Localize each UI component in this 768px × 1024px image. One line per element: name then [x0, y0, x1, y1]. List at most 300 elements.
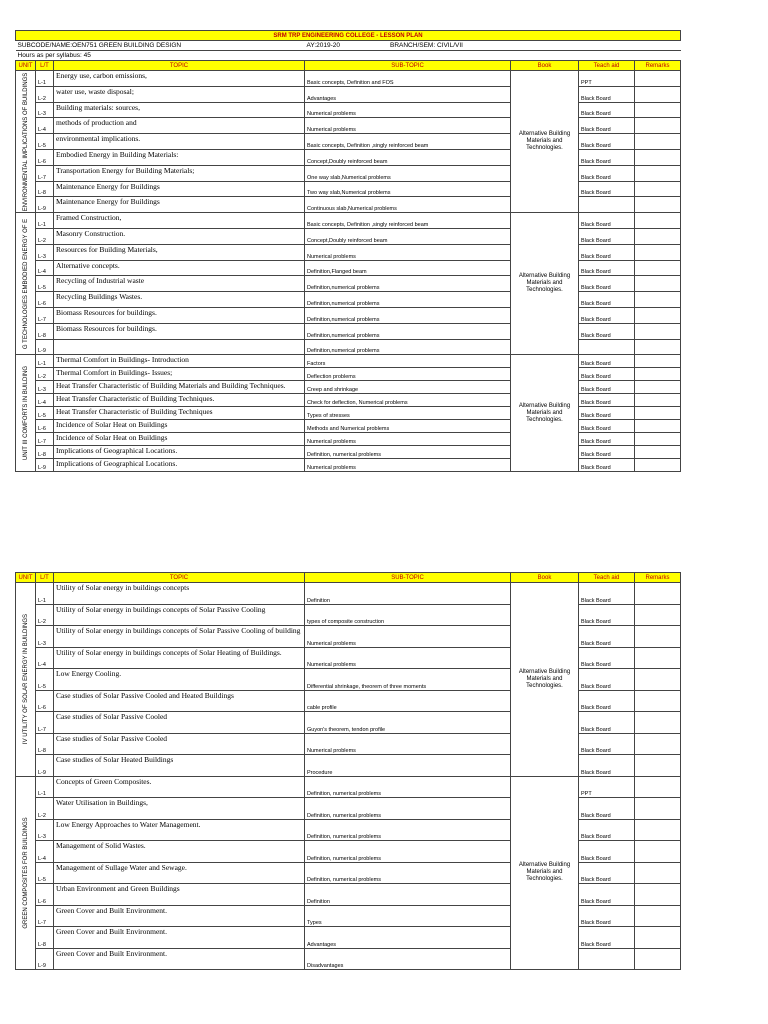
table-row	[16, 292, 681, 308]
table-row	[16, 626, 681, 648]
remarks-cell	[635, 323, 681, 339]
lecture-number: L-8	[36, 927, 54, 949]
subtopic-cell: Advantages	[305, 927, 511, 949]
subtopic-cell: Numerical problems	[305, 102, 511, 118]
col-topic: TOPIC	[54, 573, 305, 583]
col-lt: L/T	[36, 61, 54, 71]
remarks-cell	[635, 433, 681, 446]
table-row	[16, 755, 681, 777]
topic-cell: Utility of Solar energy in buildings concepts of Solar Passive Cooling of building	[54, 626, 305, 648]
col-subtopic: SUB-TOPIC	[305, 61, 511, 71]
lecture-number: L-6	[36, 292, 54, 308]
remarks-cell	[635, 407, 681, 420]
topic-cell: Management of Solid Wastes.	[54, 841, 305, 863]
subtopic-cell: Numerical problems	[305, 733, 511, 755]
lecture-number: L-3	[36, 244, 54, 260]
teach-aid-cell: Black Board	[579, 86, 635, 102]
table-row	[16, 733, 681, 755]
unit-label: ENVIRONMENTAL IMPLICATIONS OF BUILDINGS	[22, 72, 29, 211]
teach-aid-cell: Black Board	[579, 307, 635, 323]
teach-aid-cell: Black Board	[579, 433, 635, 446]
table-row	[16, 381, 681, 394]
subtopic-cell: Procedure	[305, 755, 511, 777]
table-row	[16, 323, 681, 339]
topic-cell: Water Utilisation in Buildings,	[54, 798, 305, 820]
teach-aid-cell: Black Board	[579, 459, 635, 472]
table-row	[16, 339, 681, 355]
table-row	[16, 459, 681, 472]
table-row	[16, 647, 681, 669]
book-cell	[511, 776, 579, 970]
subtopic-cell: Definition	[305, 884, 511, 906]
teach-aid-cell: Black Board	[579, 181, 635, 197]
topic-cell: water use, waste disposal;	[54, 86, 305, 102]
table-row	[16, 583, 681, 605]
book-cell	[511, 71, 579, 213]
topic-cell: Recycling Buildings Wastes.	[54, 292, 305, 308]
topic-cell: Embodied Energy in Building Materials:	[54, 149, 305, 165]
topic-cell: Case studies of Solar Heated Buildings	[54, 755, 305, 777]
lecture-number: L-7	[36, 712, 54, 734]
table-row	[16, 165, 681, 181]
topic-cell: Utility of Solar energy in buildings concepts	[54, 583, 305, 605]
lecture-number: L-2	[36, 228, 54, 244]
teach-aid-cell	[579, 948, 635, 970]
lecture-number: L-4	[36, 118, 54, 134]
remarks-cell	[635, 244, 681, 260]
topic-cell: Case studies of Solar Passive Cooled	[54, 712, 305, 734]
subtopic-cell: Check for deflection, Numerical problems	[305, 394, 511, 407]
subtopic-cell: Two way slab,Numerical problems	[305, 181, 511, 197]
teach-aid-cell: Black Board	[579, 669, 635, 691]
teach-aid-cell: Black Board	[579, 381, 635, 394]
teach-aid-cell: Black Board	[579, 712, 635, 734]
remarks-cell	[635, 102, 681, 118]
remarks-cell	[635, 647, 681, 669]
teach-aid-cell: Black Board	[579, 165, 635, 181]
subtopic-cell: Definition, numerical problems	[305, 862, 511, 884]
hours-syllabus: Hours as per syllabus: 45	[16, 51, 681, 61]
topic-cell: Biomass Resources for buildings.	[54, 323, 305, 339]
lecture-number: L-1	[36, 71, 54, 87]
table-row	[16, 260, 681, 276]
subtopic-cell: Basic concepts, Definition ,singly reinforced beam	[305, 213, 511, 229]
teach-aid-cell: Black Board	[579, 118, 635, 134]
topic-cell: Heat Transfer Characteristic of Building Materials and Building Techniques.	[54, 381, 305, 394]
remarks-cell	[635, 368, 681, 381]
remarks-cell	[635, 927, 681, 949]
unit-label-cell	[16, 213, 36, 355]
subtopic-cell: Types	[305, 905, 511, 927]
lecture-number: L-6	[36, 690, 54, 712]
subtopic-cell: Advantages	[305, 86, 511, 102]
unit-label-cell	[16, 776, 36, 970]
subtopic-cell: Definition, numerical problems	[305, 446, 511, 459]
teach-aid-cell: Black Board	[579, 394, 635, 407]
table-row	[16, 86, 681, 102]
remarks-cell	[635, 446, 681, 459]
remarks-cell	[635, 197, 681, 213]
topic-cell: Utility of Solar energy in buildings concepts of Solar Heating of Buildings.	[54, 647, 305, 669]
col-topic: TOPIC	[54, 61, 305, 71]
lecture-number: L-7	[36, 307, 54, 323]
book-cell	[511, 583, 579, 777]
teach-aid-cell: Black Board	[579, 647, 635, 669]
unit-label-cell	[16, 583, 36, 777]
book-cell	[511, 213, 579, 355]
book-cell	[511, 355, 579, 472]
subtopic-cell: Definition	[305, 583, 511, 605]
table-row	[16, 244, 681, 260]
table-row	[16, 181, 681, 197]
topic-cell: Recycling of Industrial waste	[54, 276, 305, 292]
subtopic-cell: Concept,Doubly reinforced beam	[305, 149, 511, 165]
remarks-cell	[635, 841, 681, 863]
table-row	[16, 420, 681, 433]
subtopic-cell: Numerical problems	[305, 118, 511, 134]
col-lt: L/T	[36, 573, 54, 583]
subtopic-cell: Definition,numerical problems	[305, 339, 511, 355]
col-remarks: Remarks	[635, 61, 681, 71]
subtopic-cell: Concept,Doubly reinforced beam	[305, 228, 511, 244]
teach-aid-cell: Black Board	[579, 213, 635, 229]
topic-cell: Framed Construction,	[54, 213, 305, 229]
teach-aid-cell: Black Board	[579, 244, 635, 260]
unit-label: IV UTILITY OF SOLAR ENERGY IN BUILDINGS	[22, 614, 29, 745]
subtopic-cell: Numerical problems	[305, 459, 511, 472]
table-row	[16, 862, 681, 884]
lecture-number: L-2	[36, 604, 54, 626]
table-row	[16, 368, 681, 381]
teach-aid-cell: PPT	[579, 71, 635, 87]
lecture-number: L-2	[36, 368, 54, 381]
remarks-cell	[635, 755, 681, 777]
topic-cell: Utility of Solar energy in buildings concepts of Solar Passive Cooling	[54, 604, 305, 626]
teach-aid-cell: Black Board	[579, 260, 635, 276]
table-row	[16, 927, 681, 949]
subtopic-cell: types of composite construction	[305, 604, 511, 626]
remarks-cell	[635, 228, 681, 244]
remarks-cell	[635, 71, 681, 87]
column-header-row	[16, 61, 681, 71]
remarks-cell	[635, 583, 681, 605]
subtopic-cell: Definition, numerical problems	[305, 798, 511, 820]
topic-cell: Green Cover and Built Environment.	[54, 948, 305, 970]
teach-aid-cell: Black Board	[579, 228, 635, 244]
lecture-number: L-3	[36, 381, 54, 394]
table-row	[16, 197, 681, 213]
unit-label: G TECHNOLOGIES EMBODIED ENERGY OF E	[22, 218, 29, 349]
lecture-number: L-4	[36, 841, 54, 863]
topic-cell: Maintenance Energy for Buildings	[54, 197, 305, 213]
lesson-plan-sheet-1	[15, 30, 680, 472]
remarks-cell	[635, 181, 681, 197]
subtopic-cell: Differential shrinkage, theorem of three moments	[305, 669, 511, 691]
table-row	[16, 798, 681, 820]
subtopic-cell: Guyon's theorem, tendon profile	[305, 712, 511, 734]
lecture-number: L-9	[36, 339, 54, 355]
topic-cell: Concepts of Green Composites.	[54, 776, 305, 798]
lecture-number: L-9	[36, 459, 54, 472]
teach-aid-cell: Black Board	[579, 420, 635, 433]
subtopic-cell: Definition,numerical problems	[305, 292, 511, 308]
teach-aid-cell: Black Board	[579, 407, 635, 420]
topic-cell: Resources for Building Materials,	[54, 244, 305, 260]
topic-cell: Maintenance Energy for Buildings	[54, 181, 305, 197]
remarks-cell	[635, 604, 681, 626]
remarks-cell	[635, 134, 681, 150]
topic-cell: Building materials: sources,	[54, 102, 305, 118]
subtopic-cell: One way slab,Numerical problems	[305, 165, 511, 181]
remarks-cell	[635, 149, 681, 165]
topic-cell: Thermal Comfort in Buildings- Issues;	[54, 368, 305, 381]
table-row	[16, 841, 681, 863]
remarks-cell	[635, 86, 681, 102]
teach-aid-cell: Black Board	[579, 102, 635, 118]
lecture-number: L-6	[36, 420, 54, 433]
table-row	[16, 433, 681, 446]
remarks-cell	[635, 381, 681, 394]
lecture-number: L-1	[36, 355, 54, 368]
subtopic-cell: Definition, numerical problems	[305, 819, 511, 841]
unit-label-cell	[16, 71, 36, 213]
subtopic-cell: Definition,numerical problems	[305, 276, 511, 292]
remarks-cell	[635, 165, 681, 181]
remarks-cell	[635, 394, 681, 407]
lecture-number: L-4	[36, 260, 54, 276]
teach-aid-cell	[579, 197, 635, 213]
subtopic-cell: Numerical problems	[305, 244, 511, 260]
topic-cell: Management of Sullage Water and Sewage.	[54, 862, 305, 884]
teach-aid-cell: Black Board	[579, 276, 635, 292]
teach-aid-cell: Black Board	[579, 884, 635, 906]
table-row	[16, 776, 681, 798]
remarks-cell	[635, 905, 681, 927]
table-row	[16, 690, 681, 712]
table-row	[16, 407, 681, 420]
teach-aid-cell: Black Board	[579, 862, 635, 884]
unit-label-cell	[16, 355, 36, 472]
remarks-cell	[635, 862, 681, 884]
teach-aid-cell: Black Board	[579, 355, 635, 368]
topic-cell: Masonry Construction.	[54, 228, 305, 244]
teach-aid-cell: Black Board	[579, 626, 635, 648]
lecture-number: L-9	[36, 948, 54, 970]
remarks-cell	[635, 948, 681, 970]
topic-cell: Case studies of Solar Passive Cooled and Heated Buildings	[54, 690, 305, 712]
lecture-number: L-8	[36, 323, 54, 339]
table-row	[16, 355, 681, 368]
subtopic-cell: Definition,Flanged beam	[305, 260, 511, 276]
remarks-cell	[635, 292, 681, 308]
topic-cell: Thermal Comfort in Buildings- Introduction	[54, 355, 305, 368]
teach-aid-cell: Black Board	[579, 292, 635, 308]
subtopic-cell: Types of stresses	[305, 407, 511, 420]
teach-aid-cell: Black Board	[579, 604, 635, 626]
lecture-number: L-1	[36, 776, 54, 798]
remarks-cell	[635, 339, 681, 355]
lecture-number: L-5	[36, 134, 54, 150]
subtopic-cell: Definition,numerical problems	[305, 323, 511, 339]
topic-cell: Alternative concepts.	[54, 260, 305, 276]
subtopic-cell: cable profile	[305, 690, 511, 712]
table-row	[16, 276, 681, 292]
topic-cell: Urban Environment and Green Buildings	[54, 884, 305, 906]
teach-aid-cell: Black Board	[579, 134, 635, 150]
lecture-number: L-2	[36, 798, 54, 820]
unit-label: UNIT III COMFORTS IN BUILDING	[22, 366, 29, 461]
topic-cell: Transportation Energy for Building Materials;	[54, 165, 305, 181]
subtopic-cell: Deflection problems	[305, 368, 511, 381]
subtopic-cell: Definition, numerical problems	[305, 841, 511, 863]
lecture-number: L-1	[36, 213, 54, 229]
topic-cell: Low Energy Approaches to Water Management.	[54, 819, 305, 841]
col-teachaid: Teach aid	[579, 573, 635, 583]
remarks-cell	[635, 669, 681, 691]
subject-code: SUBCODE/NAME:OEN751 GREEN BUILDING DESIGN	[16, 41, 305, 51]
col-unit: UNIT	[16, 61, 36, 71]
teach-aid-cell: Black Board	[579, 755, 635, 777]
table-row	[16, 307, 681, 323]
remarks-cell	[635, 626, 681, 648]
table-row	[16, 149, 681, 165]
col-book: Book	[511, 573, 579, 583]
topic-cell: Biomass Resources for buildings.	[54, 307, 305, 323]
academic-year-text: AY:2019-20	[306, 42, 340, 49]
remarks-cell	[635, 776, 681, 798]
topic-cell: Incidence of Solar Heat on Buildings	[54, 433, 305, 446]
lesson-plan-table-2	[15, 572, 681, 970]
table-row	[16, 948, 681, 970]
col-remarks: Remarks	[635, 573, 681, 583]
meta-spacer	[511, 41, 681, 51]
topic-cell: Green Cover and Built Environment.	[54, 905, 305, 927]
subtopic-cell: Definition,numerical problems	[305, 307, 511, 323]
teach-aid-cell: Black Board	[579, 733, 635, 755]
subtopic-cell: Continuous slab,Numerical problems	[305, 197, 511, 213]
table-row	[16, 819, 681, 841]
teach-aid-cell: Black Board	[579, 446, 635, 459]
lecture-number: L-1	[36, 583, 54, 605]
lecture-number: L-5	[36, 862, 54, 884]
remarks-cell	[635, 712, 681, 734]
topic-cell: methods of production and	[54, 118, 305, 134]
topic-cell: Heat Transfer Characteristic of Building Techniques	[54, 407, 305, 420]
remarks-cell	[635, 459, 681, 472]
table-row	[16, 604, 681, 626]
lecture-number: L-5	[36, 669, 54, 691]
teach-aid-cell: Black Board	[579, 149, 635, 165]
lesson-plan-table-1	[15, 30, 681, 472]
lecture-number: L-3	[36, 819, 54, 841]
table-row	[16, 134, 681, 150]
col-teachaid: Teach aid	[579, 61, 635, 71]
table-row	[16, 118, 681, 134]
subtopic-cell: Disadvantages	[305, 948, 511, 970]
table-row	[16, 394, 681, 407]
lecture-number: L-5	[36, 407, 54, 420]
teach-aid-cell: Black Board	[579, 323, 635, 339]
book-name: Alternative Building Materials and Technologies.	[518, 402, 571, 423]
teach-aid-cell: PPT	[579, 776, 635, 798]
book-name: Alternative Building Materials and Technologies.	[518, 862, 571, 883]
teach-aid-cell: Black Board	[579, 905, 635, 927]
col-unit: UNIT	[16, 573, 36, 583]
remarks-cell	[635, 355, 681, 368]
subtopic-cell: Basic concepts, Definition ,singly reinforced beam	[305, 134, 511, 150]
remarks-cell	[635, 307, 681, 323]
subtopic-cell: Basic concepts, Definition and FOS	[305, 71, 511, 87]
teach-aid-cell: Black Board	[579, 798, 635, 820]
subtopic-cell: Definition, numerical problems	[305, 776, 511, 798]
table-row	[16, 446, 681, 459]
teach-aid-cell	[579, 339, 635, 355]
topic-cell	[54, 339, 305, 355]
lecture-number: L-7	[36, 433, 54, 446]
lecture-number: L-4	[36, 394, 54, 407]
branch-semester: BRANCH/SEM: CIVIL/VII	[390, 42, 463, 49]
table-row	[16, 669, 681, 691]
remarks-cell	[635, 118, 681, 134]
topic-cell: Case studies of Solar Passive Cooled	[54, 733, 305, 755]
teach-aid-cell: Black Board	[579, 927, 635, 949]
teach-aid-cell: Black Board	[579, 690, 635, 712]
table-row	[16, 712, 681, 734]
table-row	[16, 228, 681, 244]
remarks-cell	[635, 798, 681, 820]
remarks-cell	[635, 276, 681, 292]
topic-cell: Energy use, carbon emissions,	[54, 71, 305, 87]
book-name: Alternative Building Materials and Technologies.	[518, 668, 571, 689]
teach-aid-cell: Black Board	[579, 841, 635, 863]
subtopic-cell: Numerical problems	[305, 647, 511, 669]
topic-cell: Incidence of Solar Heat on Buildings	[54, 420, 305, 433]
teach-aid-cell: Black Board	[579, 368, 635, 381]
remarks-cell	[635, 260, 681, 276]
subtopic-cell: Numerical problems	[305, 433, 511, 446]
teach-aid-cell: Black Board	[579, 819, 635, 841]
subtopic-cell: Creep and shrinkage	[305, 381, 511, 394]
book-name: Alternative Building Materials and Technologies.	[518, 273, 571, 294]
lecture-number: L-9	[36, 755, 54, 777]
topic-cell: Low Energy Cooling.	[54, 669, 305, 691]
table-row	[16, 71, 681, 87]
remarks-cell	[635, 690, 681, 712]
lesson-plan-sheet-2	[15, 572, 680, 970]
col-book: Book	[511, 61, 579, 71]
lecture-number: L-2	[36, 86, 54, 102]
subtopic-cell: Numerical problems	[305, 626, 511, 648]
lecture-number: L-8	[36, 733, 54, 755]
column-header-row	[16, 573, 681, 583]
remarks-cell	[635, 884, 681, 906]
remarks-cell	[635, 819, 681, 841]
topic-cell: Implications of Geographical Locations.	[54, 446, 305, 459]
teach-aid-cell: Black Board	[579, 583, 635, 605]
book-name: Alternative Building Materials and Technologies.	[518, 131, 571, 152]
topic-cell: environmental implications.	[54, 134, 305, 150]
remarks-cell	[635, 213, 681, 229]
topic-cell: Heat Transfer Characteristic of Building Techniques.	[54, 394, 305, 407]
col-subtopic: SUB-TOPIC	[305, 573, 511, 583]
lecture-number: L-6	[36, 149, 54, 165]
unit-label: GREEN COMPOSITES FOR BUILDINGS	[22, 817, 29, 929]
lecture-number: L-3	[36, 626, 54, 648]
subtopic-cell: Factors	[305, 355, 511, 368]
remarks-cell	[635, 733, 681, 755]
lecture-number: L-8	[36, 181, 54, 197]
table-row	[16, 213, 681, 229]
